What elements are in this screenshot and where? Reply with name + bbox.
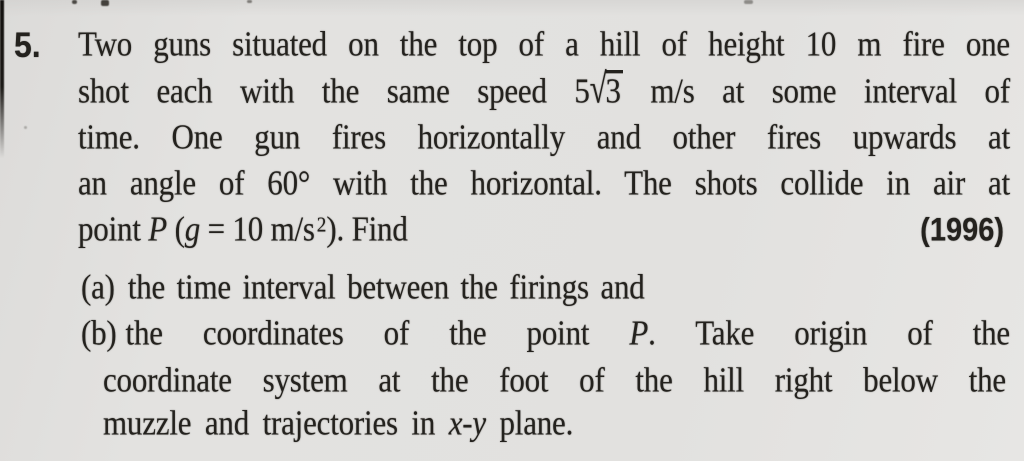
question-line-5 (78, 209, 1010, 250)
scan-edge-artifact (0, 0, 4, 158)
question-text: ). Find (326, 209, 408, 249)
question-text: ( (167, 209, 185, 249)
question-text (78, 209, 408, 249)
part-b-text: muzzle and trajectories in (103, 403, 449, 443)
year-badge: (1996) (920, 212, 1004, 249)
part-a-text: the time interval between the firings and (127, 267, 645, 307)
question-text: Two guns situated on the top of a hill of height 10 m fire one (78, 24, 1010, 64)
question-text: an angle of 60° with the horizontal. The shots collide in air at (78, 163, 1010, 203)
question-text: shot each with the same speed 5 (78, 71, 590, 111)
question-line-4 (78, 163, 1010, 203)
xy-plane-symbol: x-y (448, 403, 486, 443)
radical-sign: √ (589, 64, 607, 113)
part-b-line-2 (103, 360, 1006, 400)
ink-speck (101, 0, 109, 6)
ink-speck (744, 0, 753, 4)
gravity-symbol: g (184, 209, 201, 249)
question-text: point (78, 209, 149, 249)
question-line-2 (78, 64, 1010, 113)
part-a-line (81, 267, 1010, 307)
question-text: time. One gun fires horizontally and other fires upwards at (78, 117, 1010, 157)
point-P-symbol: P (629, 313, 649, 353)
superscript-2: 2 (316, 213, 327, 237)
part-b-text: plane. (485, 403, 574, 443)
ink-speck (72, 0, 77, 4)
point-P-symbol: P (148, 209, 168, 249)
question-text: = 10 m/s (200, 209, 315, 249)
ink-speck (247, 0, 252, 3)
radicand: 3 (605, 71, 621, 111)
question-line-1 (78, 24, 1010, 64)
question-text: m/s at some interval of (622, 71, 1010, 111)
part-a-marker: (a) (81, 267, 115, 307)
problem-number: 5. (14, 25, 41, 65)
part-b-text: coordinate system at the foot of the hill right below the (103, 360, 1006, 400)
question-line-3 (78, 117, 1010, 157)
part-b-text: the coordinates of the point (125, 313, 630, 353)
ink-speck (24, 126, 27, 129)
part-b-text: . Take origin of the (648, 313, 1010, 353)
part-b-line-1 (81, 313, 1010, 353)
part-b-line-3 (103, 403, 1010, 443)
part-b-marker: (b) (81, 313, 117, 353)
